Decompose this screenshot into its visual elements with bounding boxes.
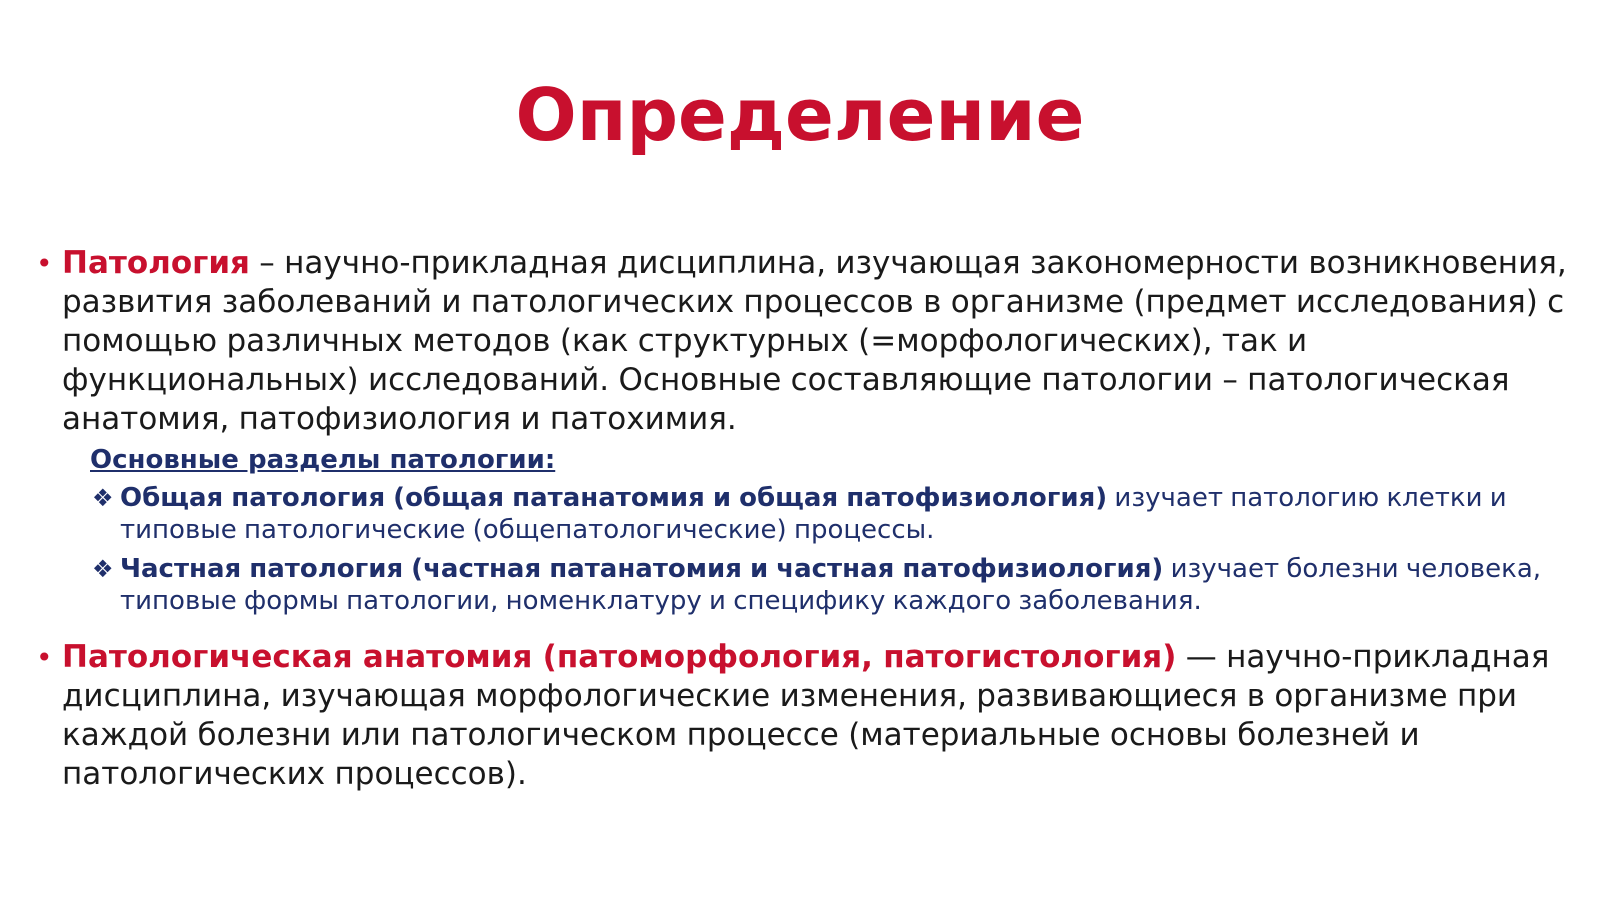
- section-text: изучает патологию клетки и типовые патологические (общепатологические) процессы.: [120, 483, 1507, 545]
- bullet-dot-icon: •: [36, 247, 53, 280]
- definition-text: – научно-прикладная дисциплина, изучающая закономерности возникновения, развития заболеваний и патологических процессов в организме (предмет исследования) с помощью различных методов (как структурных (=морфологических), так и функциональных) исследований. Основные составляющие патологии – патологическая анатомия, патофизиология и патохимия.: [62, 245, 1567, 437]
- term-pathology: Патология: [62, 245, 250, 281]
- definition-text: — научно-прикладная дисциплина, изучающая морфологические изменения, развивающиеся в организме при каждой болезни или патологическом процессе (материальные основы болезней и патологических процессов).: [62, 639, 1550, 792]
- section-text: изучает болезни человека, типовые формы патологии, номенклатуру и специфику каждого заболевания.: [120, 554, 1542, 616]
- bullet-pathological-anatomy: [36, 638, 1568, 794]
- slide-title: Определение: [515, 73, 1085, 157]
- bullet-body: [62, 244, 1568, 439]
- bullet-pathology: [36, 244, 1568, 439]
- bullet-body: [62, 638, 1568, 794]
- diamond-bullet-icon: ❖: [92, 555, 114, 583]
- bullet-dot-icon: •: [36, 641, 53, 674]
- sections-block: [90, 444, 1560, 624]
- section-item-general: [90, 482, 1560, 546]
- term-pathological-anatomy: Патологическая анатомия (патоморфология, патогистология): [62, 639, 1177, 675]
- diamond-bullet-icon: ❖: [92, 484, 114, 512]
- section-term: Частная патология (частная патанатомия и частная патофизиология): [120, 554, 1164, 584]
- sections-heading: Основные разделы патологии:: [90, 445, 556, 475]
- section-item-special: [90, 553, 1560, 617]
- section-term: Общая патология (общая патанатомия и общая патофизиология): [120, 483, 1108, 513]
